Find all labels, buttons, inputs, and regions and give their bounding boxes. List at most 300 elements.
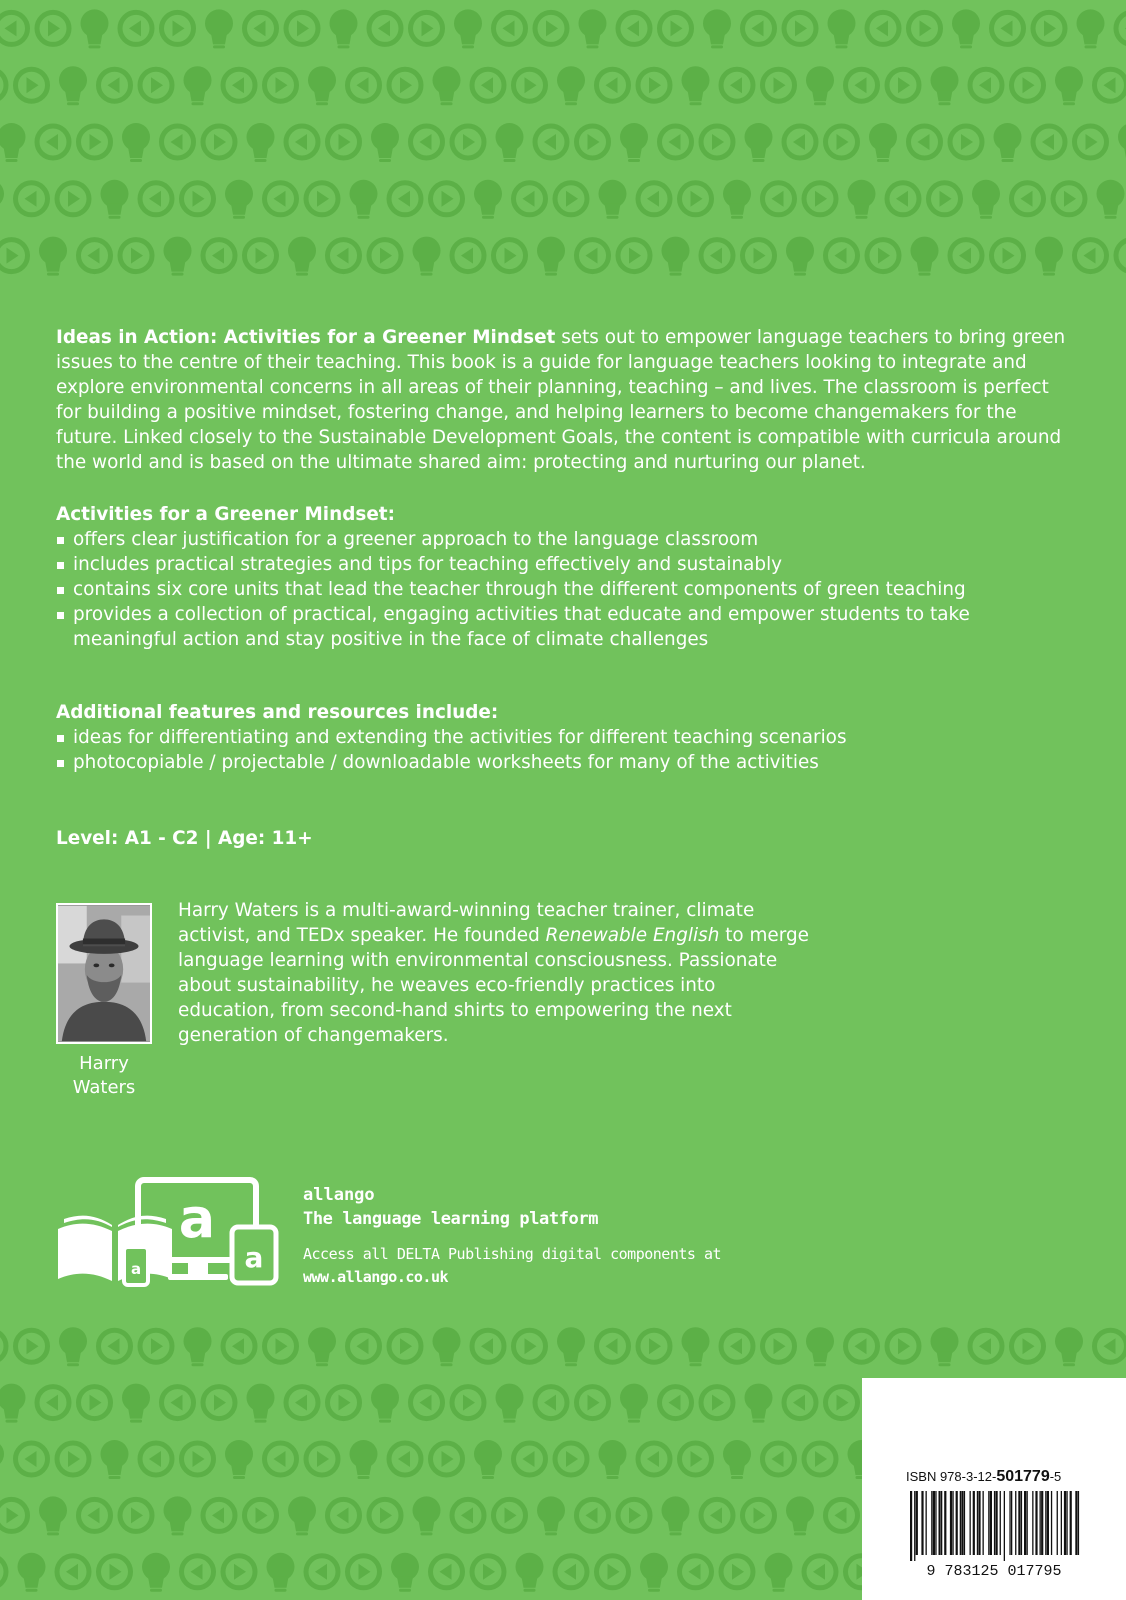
lightbulb-icon (225, 180, 253, 219)
lightbulb-icon (81, 9, 109, 48)
svg-text:a: a (244, 1241, 264, 1274)
lightbulb-icon (786, 1496, 814, 1535)
left-arrow-circle-icon (494, 12, 526, 44)
barcode-bar (1035, 1491, 1037, 1555)
play-circle-icon (182, 183, 214, 215)
lightbulb-icon (247, 1384, 275, 1423)
lightbulb-icon (184, 66, 212, 105)
lightbulb-icon (205, 9, 233, 48)
play-circle-icon (286, 12, 318, 44)
left-arrow-circle-icon (1095, 69, 1126, 101)
barcode-bar (944, 1491, 946, 1555)
lightbulb-icon (1097, 180, 1125, 219)
features-heading: Activities for a Greener Mindset: (56, 504, 395, 525)
play-circle-icon (203, 126, 235, 158)
lightbulb-icon (0, 1440, 4, 1479)
play-circle-icon (887, 69, 919, 101)
play-circle-icon (743, 1499, 775, 1531)
left-arrow-circle-icon (369, 12, 401, 44)
play-circle-icon (1033, 12, 1065, 44)
list-item: provides a collection of practical, engaging activities that educate and empower students to take meaningful action and stay positive in the face of climate challenges (56, 602, 1066, 652)
play-circle-icon (660, 12, 692, 44)
play-circle-icon (348, 1556, 380, 1588)
lightbulb-icon (537, 237, 565, 276)
author-portrait (58, 905, 150, 1042)
lightbulb-icon (39, 1496, 67, 1535)
left-arrow-circle-icon (514, 1443, 546, 1475)
left-arrow-circle-icon (0, 1330, 6, 1362)
lightbulb-icon (59, 1327, 87, 1366)
isbn-bold: 501779 (996, 1468, 1050, 1485)
barcode (906, 1491, 1082, 1577)
barcode-bar (1041, 1491, 1043, 1555)
author-bio-text: to merge language learning with environmental consciousness. Passionate about sustainability, he weaves eco-friendly practices into education, from second-hand shirts to empowering the next generation of changemakers. (178, 925, 809, 1046)
isbn-suffix: -5 (1049, 1469, 1062, 1484)
play-circle-icon (577, 1387, 609, 1419)
barcode-bar (996, 1491, 998, 1555)
left-arrow-circle-icon (306, 1556, 338, 1588)
lightbulb-icon (765, 1553, 793, 1592)
platform-name: allango (303, 1185, 375, 1205)
barcode-bar (931, 1491, 932, 1555)
barcode-bar (1066, 1491, 1067, 1555)
play-circle-icon (203, 1387, 235, 1419)
lightbulb-icon (579, 9, 607, 48)
left-arrow-circle-icon (701, 1499, 733, 1531)
barcode-bar (973, 1491, 975, 1555)
lightbulb-icon (599, 180, 627, 219)
lightbulb-icon (723, 1440, 751, 1479)
left-arrow-circle-icon (638, 183, 670, 215)
barcode-digits: 9 783125 017795 (926, 1563, 1062, 1577)
play-circle-icon (743, 240, 775, 272)
barcode-bar (933, 1491, 935, 1555)
play-circle-icon (120, 240, 152, 272)
lightbulb-icon (599, 1440, 627, 1479)
barcode-bar (960, 1491, 961, 1555)
lightbulb-icon (18, 1553, 46, 1592)
play-circle-icon (369, 1499, 401, 1531)
left-arrow-circle-icon (680, 1556, 712, 1588)
lightbulb-icon (59, 66, 87, 105)
left-arrow-circle-icon (16, 183, 48, 215)
left-arrow-circle-icon (223, 69, 255, 101)
left-arrow-circle-icon (472, 69, 504, 101)
platform-tagline: The language learning platform (303, 1209, 599, 1229)
barcode-bar (1045, 1491, 1046, 1555)
barcode-bar (990, 1491, 992, 1555)
play-circle-icon (701, 126, 733, 158)
play-circle-icon (79, 126, 111, 158)
left-arrow-circle-icon (597, 1330, 629, 1362)
left-arrow-circle-icon (99, 69, 131, 101)
left-arrow-circle-icon (286, 126, 318, 158)
left-arrow-circle-icon (162, 126, 194, 158)
left-arrow-circle-icon (992, 12, 1024, 44)
lightbulb-icon (164, 237, 192, 276)
play-circle-icon (992, 240, 1024, 272)
play-circle-icon (0, 240, 28, 272)
lightbulb-icon (288, 1496, 316, 1535)
barcode-bar (1032, 1491, 1033, 1555)
left-arrow-circle-icon (452, 1499, 484, 1531)
left-arrow-circle-icon (99, 1330, 131, 1362)
play-circle-icon (57, 183, 89, 215)
lightbulb-icon (184, 1327, 212, 1366)
left-arrow-circle-icon (660, 126, 692, 158)
left-arrow-circle-icon (1116, 12, 1126, 44)
features-section (56, 502, 1066, 652)
play-circle-icon (1116, 240, 1126, 272)
play-circle-icon (618, 1499, 650, 1531)
play-circle-icon (784, 12, 816, 44)
author-bio (178, 898, 818, 1048)
left-arrow-circle-icon (265, 1443, 297, 1475)
lightbulb-icon (433, 66, 461, 105)
play-circle-icon (804, 1443, 836, 1475)
left-arrow-circle-icon (265, 183, 297, 215)
left-arrow-circle-icon (203, 1499, 235, 1531)
lightbulb-icon (247, 123, 275, 162)
play-circle-icon (514, 69, 546, 101)
platform-info (303, 1183, 723, 1289)
left-arrow-circle-icon (120, 12, 152, 44)
lightbulb-icon (931, 1327, 959, 1366)
play-circle-icon (555, 1443, 587, 1475)
left-arrow-circle-icon (555, 1556, 587, 1588)
left-arrow-circle-icon (887, 183, 919, 215)
left-arrow-circle-icon (286, 1387, 318, 1419)
barcode-bar (926, 1491, 927, 1555)
play-circle-icon (514, 1330, 546, 1362)
left-arrow-circle-icon (826, 240, 858, 272)
play-circle-icon (763, 69, 795, 101)
play-circle-icon (16, 69, 48, 101)
lightbulb-icon (164, 1496, 192, 1535)
play-circle-icon (472, 1556, 504, 1588)
lightbulb-icon (931, 66, 959, 105)
play-circle-icon (721, 1556, 753, 1588)
play-circle-icon (162, 12, 194, 44)
barcode-bar (1021, 1491, 1022, 1555)
left-arrow-circle-icon (1095, 1330, 1126, 1362)
lightbulb-icon (1077, 9, 1105, 48)
lightbulb-icon (0, 123, 26, 162)
play-circle-icon (411, 12, 443, 44)
lightbulb-icon (1055, 66, 1083, 105)
lightbulb-icon (288, 237, 316, 276)
lightbulb-icon (537, 1496, 565, 1535)
play-circle-icon (120, 1499, 152, 1531)
additional-heading: Additional features and resources include: (56, 702, 499, 723)
play-circle-icon (79, 1387, 111, 1419)
barcode-bar (1070, 1491, 1072, 1555)
features-list (56, 527, 1066, 652)
lightbulb-icon (413, 1496, 441, 1535)
play-circle-icon (431, 1443, 463, 1475)
left-arrow-circle-icon (846, 1330, 878, 1362)
barcode-bar (1078, 1491, 1079, 1555)
left-arrow-circle-icon (245, 12, 277, 44)
left-arrow-circle-icon (1075, 240, 1107, 272)
play-circle-icon (37, 12, 69, 44)
left-arrow-circle-icon (721, 1330, 753, 1362)
play-circle-icon (452, 126, 484, 158)
left-arrow-circle-icon (846, 69, 878, 101)
play-circle-icon (140, 1330, 172, 1362)
barcode-bar (994, 1491, 995, 1555)
lightbulb-icon (308, 1327, 336, 1366)
barcode-bar (1040, 1491, 1041, 1555)
list-item: offers clear justification for a greener approach to the language classroom (56, 527, 1066, 552)
left-arrow-circle-icon (223, 1330, 255, 1362)
list-item: contains six core units that lead the teacher through the different components of green teaching (56, 577, 1066, 602)
barcode-bar (1057, 1491, 1058, 1555)
lightbulb-icon (101, 1440, 129, 1479)
left-arrow-circle-icon (597, 69, 629, 101)
barcode-bar (916, 1491, 918, 1555)
left-arrow-circle-icon (411, 126, 443, 158)
lightbulb-icon (474, 1440, 502, 1479)
play-circle-icon (804, 183, 836, 215)
barcode-bar (1061, 1491, 1062, 1555)
play-circle-icon (618, 240, 650, 272)
platform-access-text (303, 1243, 723, 1289)
left-arrow-circle-icon (389, 183, 421, 215)
tablet-icon (232, 1227, 276, 1283)
left-arrow-circle-icon (79, 240, 111, 272)
left-arrow-circle-icon (638, 1443, 670, 1475)
left-arrow-circle-icon (577, 1499, 609, 1531)
isbn-number (906, 1468, 1061, 1486)
lightbulb-icon (142, 1553, 170, 1592)
left-arrow-circle-icon (950, 240, 982, 272)
lightbulb-icon (350, 1440, 378, 1479)
play-circle-icon (223, 1556, 255, 1588)
lightbulb-icon (869, 123, 897, 162)
left-arrow-circle-icon (0, 69, 6, 101)
play-circle-icon (140, 69, 172, 101)
left-arrow-circle-icon (618, 12, 650, 44)
additional-section (56, 700, 1066, 775)
left-arrow-circle-icon (535, 126, 567, 158)
open-book-icon (58, 1216, 172, 1281)
barcode-bar (1009, 1491, 1010, 1555)
left-arrow-circle-icon (784, 126, 816, 158)
lightbulb-icon (828, 9, 856, 48)
pattern-band-top (0, 0, 1126, 284)
play-circle-icon (577, 126, 609, 158)
left-arrow-circle-icon (660, 1387, 692, 1419)
left-arrow-circle-icon (411, 1387, 443, 1419)
left-arrow-circle-icon (763, 1443, 795, 1475)
play-circle-icon (265, 69, 297, 101)
play-circle-icon (494, 240, 526, 272)
barcode-bar (978, 1491, 980, 1555)
play-circle-icon (638, 1330, 670, 1362)
list-item: includes practical strategies and tips for teaching effectively and sustainably (56, 552, 1066, 577)
decorative-pattern (0, 0, 1126, 284)
play-circle-icon (306, 1443, 338, 1475)
barcode-bar (1004, 1491, 1005, 1561)
play-circle-icon (452, 1387, 484, 1419)
play-circle-icon (306, 183, 338, 215)
play-circle-icon (1012, 69, 1044, 101)
lightbulb-icon (972, 180, 1000, 219)
play-circle-icon (950, 126, 982, 158)
left-arrow-circle-icon (0, 12, 28, 44)
lightbulb-icon (952, 9, 980, 48)
left-arrow-circle-icon (37, 126, 69, 158)
left-arrow-circle-icon (721, 69, 753, 101)
left-arrow-circle-icon (909, 126, 941, 158)
left-arrow-circle-icon (162, 1387, 194, 1419)
book-title: Ideas in Action: Activities for a Greener Mindset (56, 327, 556, 348)
barcode-bar (952, 1491, 953, 1555)
lightbulb-icon (371, 123, 399, 162)
left-arrow-circle-icon (389, 1443, 421, 1475)
left-arrow-circle-icon (182, 1556, 214, 1588)
lightbulb-icon (101, 180, 129, 219)
play-circle-icon (57, 1443, 89, 1475)
lightbulb-icon (682, 1327, 710, 1366)
barcode-bar (1027, 1491, 1028, 1555)
play-circle-icon (763, 1330, 795, 1362)
lightbulb-icon (496, 123, 524, 162)
lightbulb-icon (682, 66, 710, 105)
left-arrow-circle-icon (37, 1387, 69, 1419)
left-arrow-circle-icon (743, 12, 775, 44)
lightbulb-icon (433, 1327, 461, 1366)
lightbulb-icon (39, 237, 67, 276)
barcode-bar (941, 1491, 942, 1555)
play-circle-icon (0, 1556, 6, 1588)
left-arrow-circle-icon (1012, 183, 1044, 215)
list-item: ideas for differentiating and extending the activities for different teaching scenarios (56, 725, 1066, 750)
play-circle-icon (182, 1443, 214, 1475)
left-arrow-circle-icon (79, 1499, 111, 1531)
play-circle-icon (887, 1330, 919, 1362)
left-arrow-circle-icon (328, 1499, 360, 1531)
play-circle-icon (1075, 126, 1107, 158)
barcode-bar (935, 1491, 936, 1555)
lightbulb-icon (557, 1327, 585, 1366)
barcode-bar (1075, 1491, 1077, 1555)
play-circle-icon (1012, 1330, 1044, 1362)
level-age-line: Level: A1 - C2 | Age: 11+ (56, 828, 313, 849)
lightbulb-icon (122, 1384, 150, 1423)
play-circle-icon (494, 1499, 526, 1531)
lightbulb-icon (640, 1553, 668, 1592)
lightbulb-icon (330, 9, 358, 48)
play-circle-icon (555, 183, 587, 215)
left-arrow-circle-icon (784, 1387, 816, 1419)
lightbulb-icon (413, 237, 441, 276)
play-circle-icon (16, 1330, 48, 1362)
left-arrow-circle-icon (348, 1330, 380, 1362)
lightbulb-icon (496, 1384, 524, 1423)
platform-access-label: Access all DELTA Publishing digital components at (303, 1245, 722, 1263)
play-circle-icon (1053, 183, 1085, 215)
barcode-bar (956, 1491, 958, 1555)
play-circle-icon (431, 183, 463, 215)
lightbulb-icon (225, 1440, 253, 1479)
lightbulb-icon (745, 123, 773, 162)
play-circle-icon (701, 1387, 733, 1419)
left-arrow-circle-icon (328, 240, 360, 272)
barcode-bar (921, 1491, 923, 1555)
play-circle-icon (638, 69, 670, 101)
play-circle-icon (597, 1556, 629, 1588)
barcode-bar (1064, 1491, 1066, 1555)
play-circle-icon (680, 183, 712, 215)
play-circle-icon (328, 1387, 360, 1419)
barcode-bar (961, 1491, 963, 1555)
author-bio-text: Harry Waters is a multi-award-winning teacher trainer, climate activist, and TEDx speaker. He founded (178, 900, 755, 946)
lightbulb-icon (994, 123, 1022, 162)
lightbulb-icon (911, 237, 939, 276)
author-name: Harry Waters (72, 1053, 136, 1098)
barcode-bar (1000, 1491, 1001, 1555)
blurb-body: sets out to empower language teachers to bring green issues to the centre of their teaching. This book is a guide for language teachers looking to integrate and explore environmental concerns in all areas of their planning, teaching – and lives. The classroom is perfect for building a positive mindset, fostering change, and helping learners to become changemakers for the future. Linked closely to the Sustainable Development Goals, the content is compatible with curricula around the world and is based on the ultimate shared aim: protecting and nurturing our planet. (56, 327, 1066, 473)
author-photo (56, 903, 152, 1044)
barcode-bar (1018, 1491, 1020, 1555)
play-circle-icon (680, 1443, 712, 1475)
svg-text:a: a (130, 1260, 142, 1278)
play-circle-icon (0, 1499, 28, 1531)
play-circle-icon (245, 240, 277, 272)
barcode-bar (970, 1491, 971, 1555)
left-arrow-circle-icon (348, 69, 380, 101)
lightbulb-icon (350, 180, 378, 219)
left-arrow-circle-icon (763, 183, 795, 215)
left-arrow-circle-icon (452, 240, 484, 272)
lightbulb-icon (0, 180, 4, 219)
play-circle-icon (826, 126, 858, 158)
lightbulb-icon (848, 180, 876, 219)
left-arrow-circle-icon (140, 183, 172, 215)
left-arrow-circle-icon (701, 240, 733, 272)
lightbulb-icon (806, 66, 834, 105)
play-circle-icon (99, 1556, 131, 1588)
play-circle-icon (867, 240, 899, 272)
left-arrow-circle-icon (867, 12, 899, 44)
left-arrow-circle-icon (804, 1556, 836, 1588)
barcode-bar (988, 1491, 989, 1555)
list-item: photocopiable / projectable / downloadable worksheets for many of the activities (56, 750, 1066, 775)
lightbulb-icon (391, 1553, 419, 1592)
lightbulb-icon (122, 123, 150, 162)
left-arrow-circle-icon (16, 1443, 48, 1475)
barcode-bar (910, 1491, 912, 1561)
left-arrow-circle-icon (514, 183, 546, 215)
left-arrow-circle-icon (577, 240, 609, 272)
left-arrow-circle-icon (826, 1499, 858, 1531)
play-circle-icon (389, 1330, 421, 1362)
barcode-bar (1015, 1491, 1016, 1555)
lightbulb-icon (454, 9, 482, 48)
left-arrow-circle-icon (1033, 126, 1065, 158)
play-circle-icon (265, 1330, 297, 1362)
lightbulb-icon (371, 1384, 399, 1423)
left-arrow-circle-icon (203, 240, 235, 272)
play-circle-icon (389, 69, 421, 101)
phone-icon (124, 1247, 148, 1285)
lightbulb-icon (1055, 1327, 1083, 1366)
lightbulb-icon (662, 237, 690, 276)
isbn-block (862, 1378, 1126, 1600)
lightbulb-icon (662, 1496, 690, 1535)
